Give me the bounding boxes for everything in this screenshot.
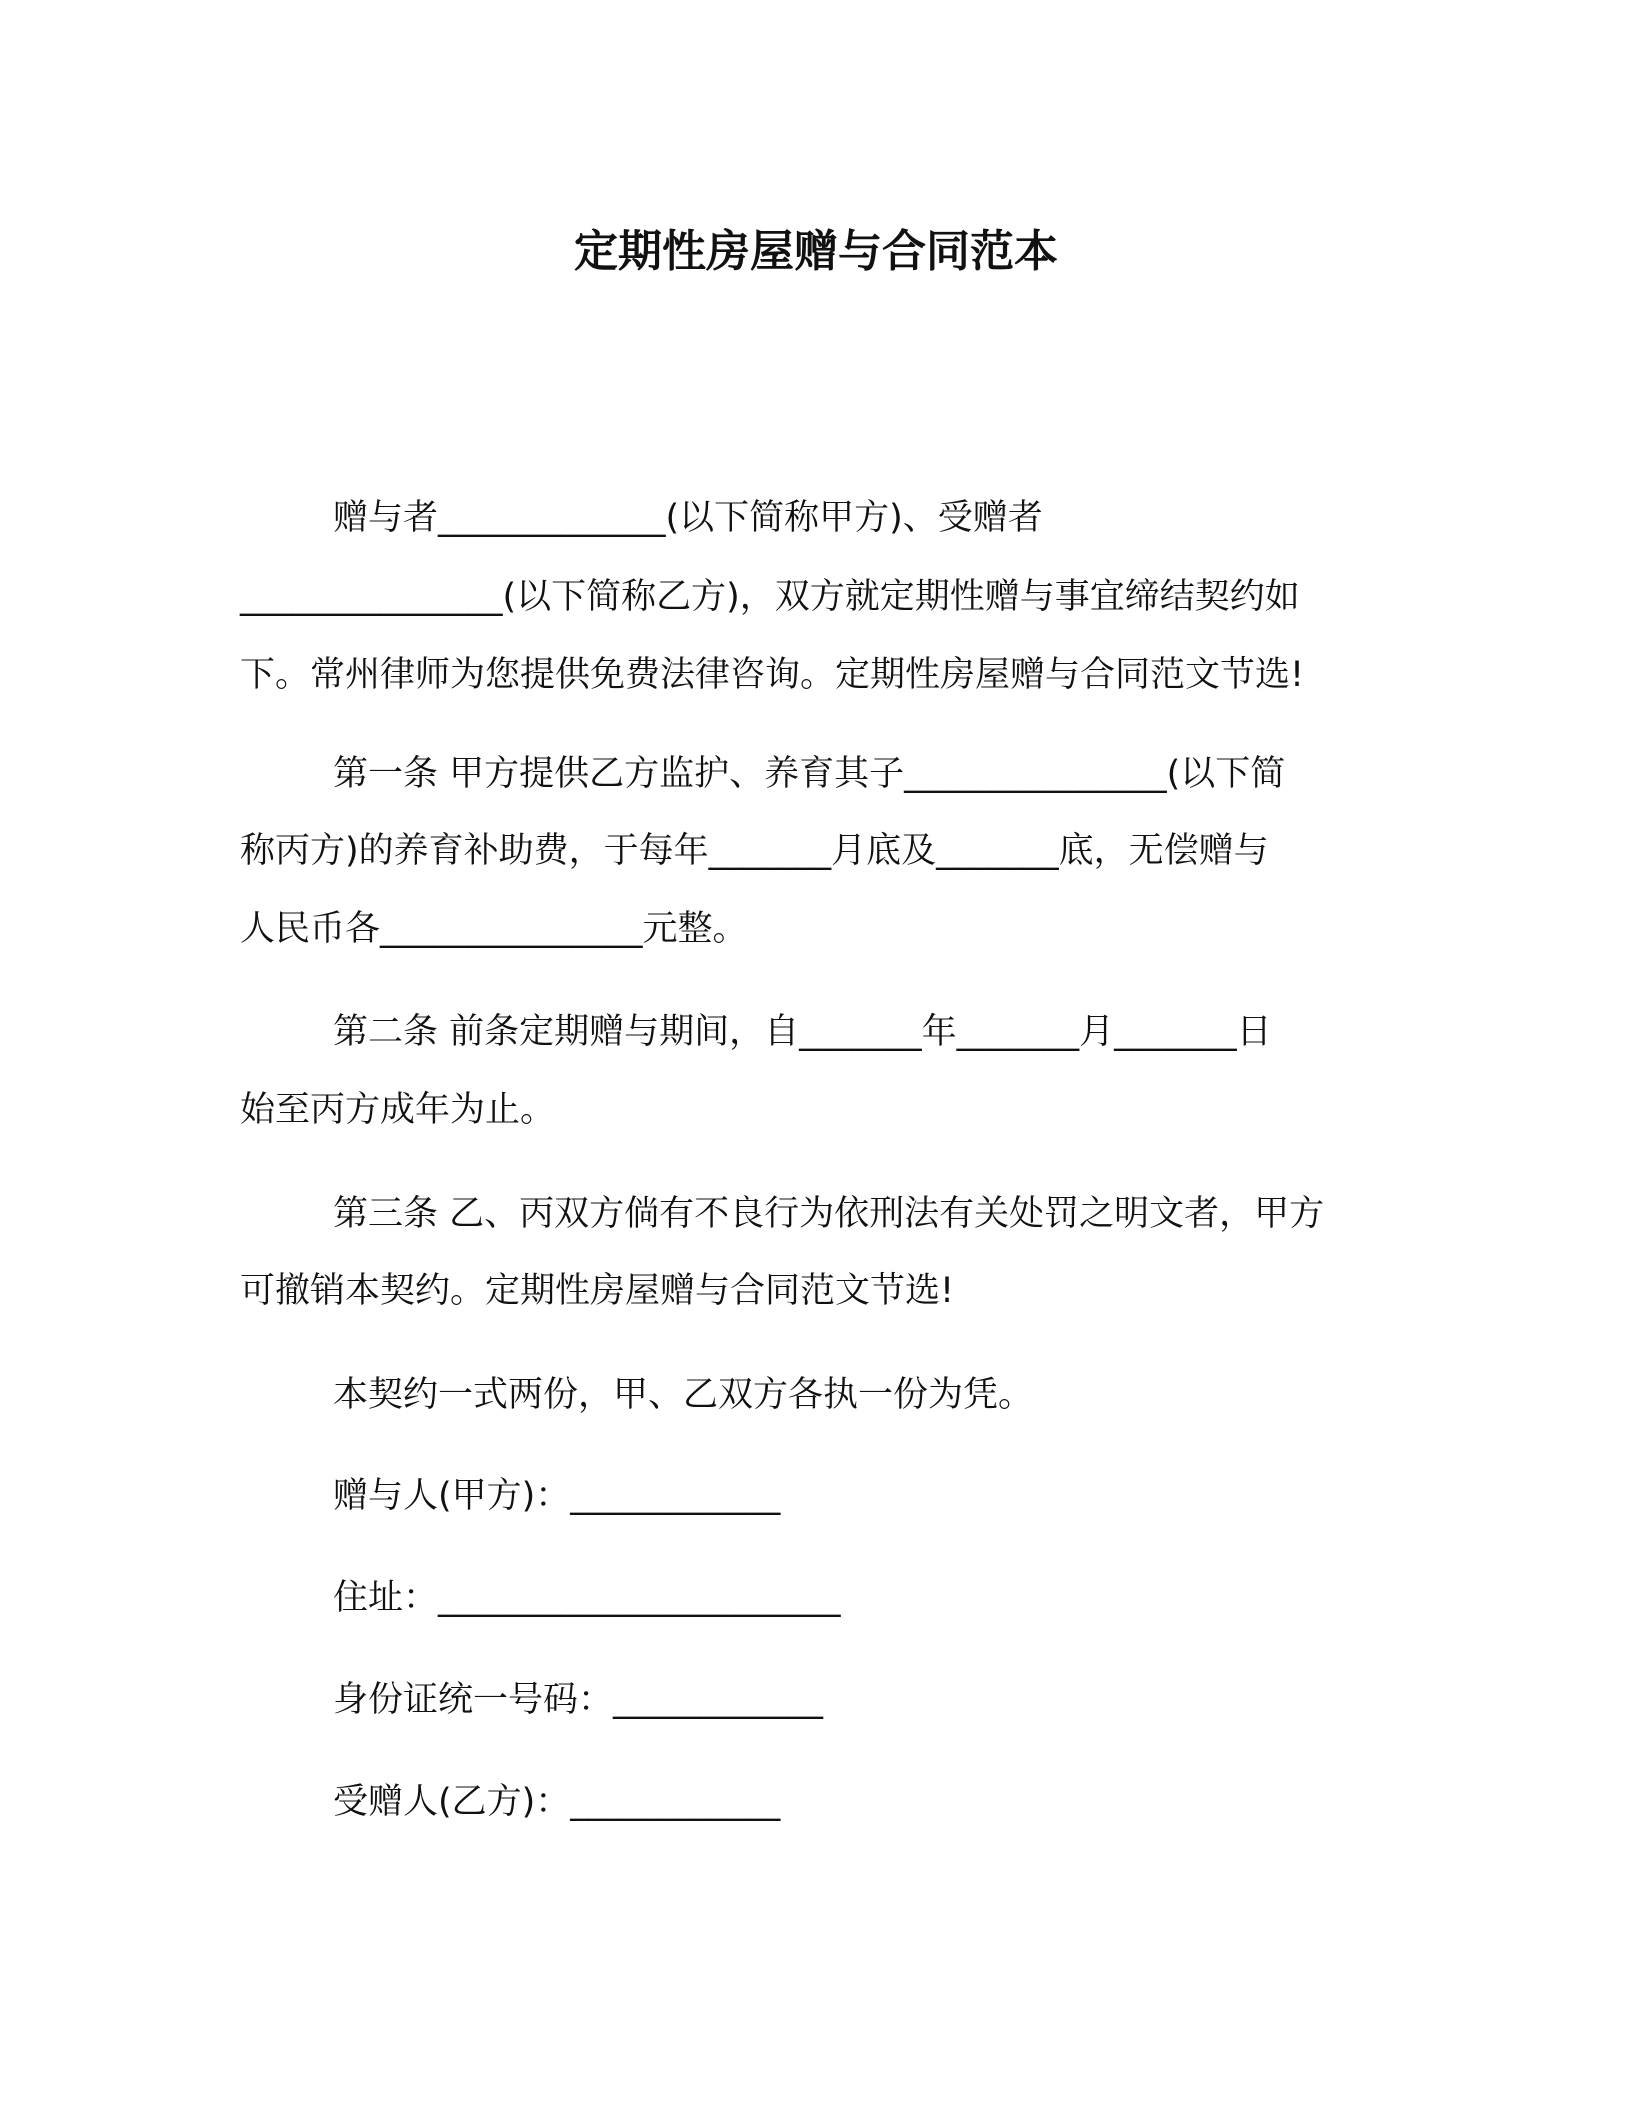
article2-line2: 始至丙方成年为止。	[240, 1090, 556, 1130]
donor-signature-field: 赠与人(甲方)：____________	[333, 1476, 781, 1516]
para1-line3: 下。常州律师为您提供免费法律咨询。定期性房屋赠与合同范文节选!	[240, 655, 1305, 695]
article3-line1: 第三条 乙、丙双方倘有不良行为依刑法有关处罚之明文者，甲方	[333, 1194, 1325, 1234]
donee-signature-field: 受赠人(乙方)：____________	[333, 1782, 781, 1822]
document-title: 定期性房屋赠与合同范本	[574, 226, 1058, 277]
article1-line3: 人民币各_______________元整。	[240, 909, 748, 949]
para1-line2: _______________(以下简称乙方)，双方就定期性赠与事宜缔结契约如	[240, 577, 1300, 617]
article1-line2: 称丙方)的养育补助费，于每年_______月底及_______底，无偿赠与	[240, 831, 1269, 871]
copies-statement: 本契约一式两份，甲、乙双方各执一份为凭。	[333, 1375, 1034, 1415]
article1-line1: 第一条 甲方提供乙方监护、养育其子_______________(以下简	[333, 754, 1286, 794]
article2-line1: 第二条 前条定期赠与期间，自_______年_______月_______日	[333, 1012, 1272, 1052]
article3-line2: 可撤销本契约。定期性房屋赠与合同范文节选!	[240, 1271, 955, 1311]
para1-line1: 赠与者_____________(以下简称甲方)、受赠者	[333, 498, 1043, 538]
address-field: 住址：_______________________	[333, 1578, 841, 1618]
id-number-field: 身份证统一号码：____________	[333, 1680, 824, 1720]
